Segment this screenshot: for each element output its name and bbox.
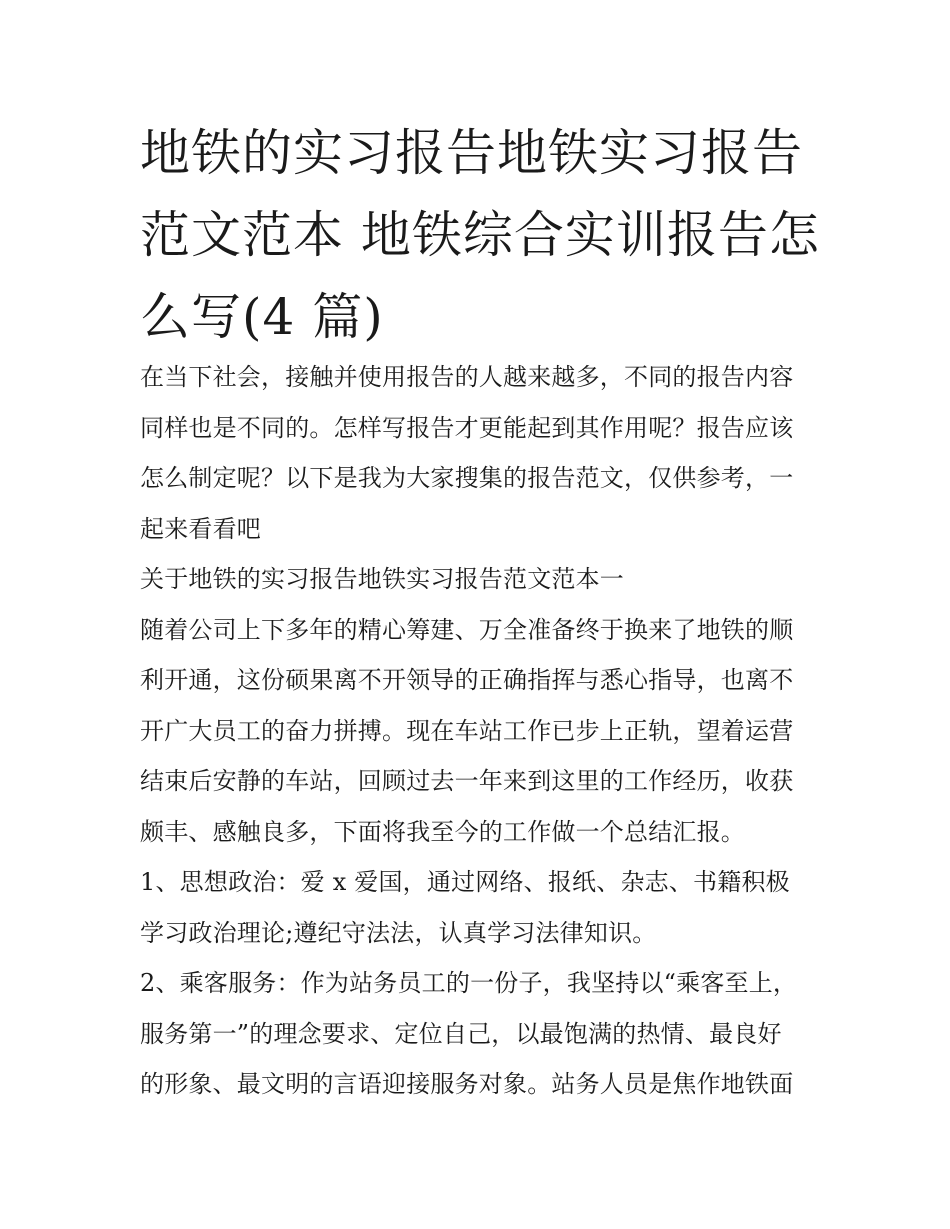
list-item-1-line-2: 学习政治理论;遵纪守法法，认真学习法律知识。 — [140, 918, 657, 947]
list-item-2-line-2: 服务第一”的理念要求、定位自己，以最饱满的热情、最良好 — [140, 1019, 782, 1048]
paragraph-line-4: 结束后安静的车站，回顾过去一年来到这里的工作经历，收获 — [140, 767, 794, 795]
list-item-1-line-1: 1、思想政治：爱 x 爱国，通过网络、报纸、杂志、书籍积极 — [140, 868, 790, 896]
title-line-1: 地铁的实习报告地铁实习报告 — [140, 124, 803, 182]
paragraph-line-5: 颇丰、感触良多，下面将我至今的工作做一个总结汇报。 — [140, 817, 745, 846]
title-line-3: 么写(4 篇) — [140, 288, 384, 346]
paragraph-line-2: 利开通，这份硕果离不开领导的正确指挥与悉心指导，也离不 — [140, 666, 794, 694]
paragraph-line-3: 开广大员工的奋力拼搏。现在车站工作已步上正轨，望着运营 — [140, 716, 794, 745]
section-heading: 关于地铁的实习报告地铁实习报告范文范本一 — [140, 565, 624, 593]
paragraph-line-1: 随着公司上下多年的精心筹建、万全准备终于换来了地铁的顺 — [140, 615, 794, 644]
title-line-2: 范文范本 地铁综合实训报告怎 — [140, 206, 820, 264]
document-body — [140, 352, 815, 1110]
intro-line-2: 同样也是不同的。怎样写报告才更能起到其作用呢？报告应该 — [140, 413, 794, 442]
document-title — [140, 112, 820, 358]
list-item-2-line-1: 2、乘客服务：作为站务员工的一份子，我坚持以“乘客至上， — [140, 969, 798, 997]
intro-line-4: 起来看看吧 — [140, 514, 261, 543]
intro-line-1: 在当下社会，接触并使用报告的人越来越多，不同的报告内容 — [140, 363, 794, 391]
intro-line-3: 怎么制定呢？以下是我为大家搜集的报告范文，仅供参考，一 — [140, 464, 794, 492]
list-item-2-line-3: 的形象、最文明的言语迎接服务对象。站务人员是焦作地铁面 — [140, 1070, 794, 1098]
